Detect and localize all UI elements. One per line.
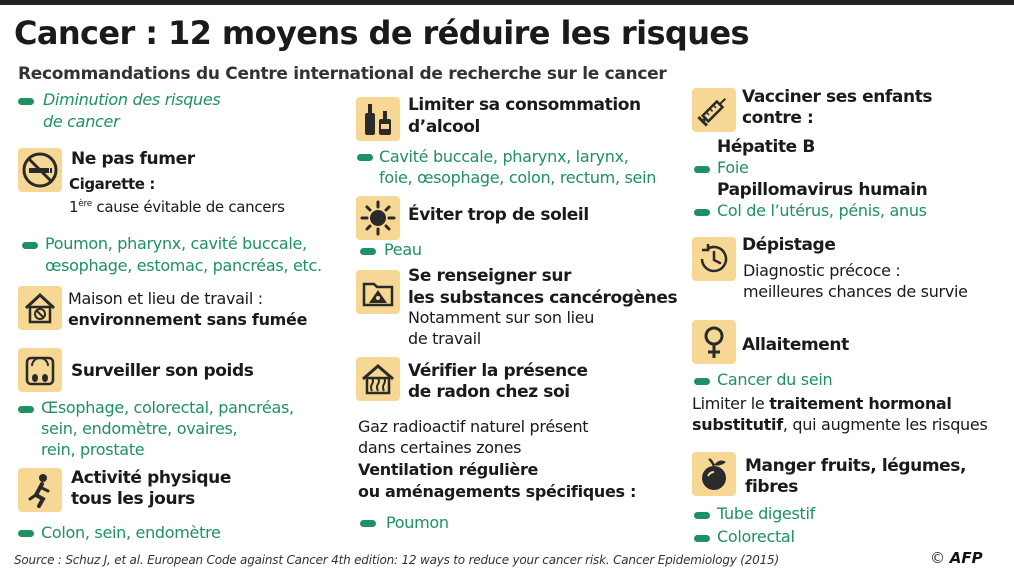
smoke-free-house-icon bbox=[18, 286, 62, 330]
source-note: Source : Schuz J, et al. European Code against Cancer 4th edition: 12 ways to reduce your cancer risk. Cancer Epidemiology (2015) bbox=[14, 553, 779, 567]
breastfeeding-note-2: substitutif, qui augmente les risques bbox=[692, 415, 988, 434]
risk-dash bbox=[360, 248, 376, 255]
clock-icon bbox=[692, 237, 736, 281]
smokefree-line-2: environnement sans fumée bbox=[68, 310, 308, 329]
radon-heading-2: de radon chez soi bbox=[408, 382, 570, 402]
carcino-heading-1: Se renseigner sur bbox=[408, 266, 572, 286]
radon-note-2: dans certaines zones bbox=[358, 438, 522, 457]
vaccine-hpv: Papillomavirus humain bbox=[717, 180, 928, 200]
page-title: Cancer : 12 moyens de réduire les risques bbox=[14, 14, 749, 52]
radon-bold-2: ou aménagements spécifiques : bbox=[358, 482, 637, 501]
risk-dash bbox=[18, 530, 34, 537]
breastfeeding-note-1: Limiter le traitement hormonal bbox=[692, 394, 952, 413]
activity-risk-1: Colon, sein, endomètre bbox=[41, 523, 221, 542]
vaccine-heading-1: Vacciner ses enfants bbox=[742, 87, 933, 107]
risk-dash bbox=[22, 242, 38, 249]
carcino-note-1: Notamment sur son lieu bbox=[408, 308, 595, 327]
risk-dash bbox=[694, 166, 710, 173]
vaccine-risk-2: Col de l’utérus, pénis, anus bbox=[717, 201, 927, 220]
no-smoking-icon bbox=[18, 148, 62, 192]
radon-heading-1: Vérifier la présence bbox=[408, 361, 588, 381]
tobacco-risk-1: Poumon, pharynx, cavité buccale, bbox=[45, 234, 307, 253]
afp-logo: AFP bbox=[949, 549, 983, 567]
risk-dash bbox=[694, 209, 710, 216]
risk-dash bbox=[360, 520, 376, 527]
risk-dash bbox=[18, 406, 34, 413]
alcohol-risk-1: Cavité buccale, pharynx, larynx, bbox=[379, 147, 629, 166]
copyright-symbol: © bbox=[930, 549, 945, 567]
diet-risk-1: Tube digestif bbox=[717, 504, 815, 523]
weight-heading: Surveiller son poids bbox=[71, 361, 254, 381]
fruit-icon bbox=[692, 452, 736, 496]
weight-risk-2: sein, endomètre, ovaires, bbox=[41, 419, 238, 438]
female-symbol-icon bbox=[692, 320, 736, 364]
bottles-icon bbox=[356, 97, 400, 141]
page-subtitle: Recommandations du Centre international de recherche sur le cancer bbox=[18, 64, 667, 84]
radon-house-icon bbox=[356, 357, 400, 401]
top-rule bbox=[0, 0, 1014, 5]
tobacco-risk-2: œsophage, estomac, pancréas, etc. bbox=[45, 256, 322, 275]
scale-icon bbox=[18, 348, 62, 392]
diet-heading-1: Manger fruits, légumes, bbox=[745, 456, 967, 476]
vaccine-hepatitis: Hépatite B bbox=[717, 137, 815, 157]
tobacco-heading: Ne pas fumer bbox=[71, 149, 195, 169]
risk-dash bbox=[694, 378, 710, 385]
diet-risk-2: Colorectal bbox=[717, 527, 795, 546]
cigarette-label: Cigarette : bbox=[69, 175, 155, 193]
activity-heading-2: tous les jours bbox=[71, 489, 195, 509]
carcino-note-2: de travail bbox=[408, 329, 481, 348]
vaccine-risk-1: Foie bbox=[717, 158, 749, 177]
alcohol-risk-2: foie, œsophage, colon, rectum, sein bbox=[379, 168, 657, 187]
legend-line-1: Diminution des risques bbox=[43, 90, 221, 109]
sun-icon bbox=[356, 196, 400, 240]
alcohol-heading-1: Limiter sa consommation bbox=[408, 95, 641, 115]
screening-note-1: Diagnostic précoce : bbox=[743, 261, 901, 280]
activity-heading-1: Activité physique bbox=[71, 468, 231, 488]
risk-dash bbox=[694, 512, 710, 519]
runner-icon bbox=[18, 468, 62, 512]
syringe-icon bbox=[692, 88, 736, 132]
weight-risk-1: Œsophage, colorectal, pancréas, bbox=[41, 398, 294, 417]
sun-risk-1: Peau bbox=[384, 240, 422, 259]
weight-risk-3: rein, prostate bbox=[41, 440, 145, 459]
screening-heading: Dépistage bbox=[742, 235, 836, 255]
legend-line-2: de cancer bbox=[43, 112, 120, 131]
sun-heading: Éviter trop de soleil bbox=[408, 205, 589, 225]
vaccine-heading-2: contre : bbox=[742, 108, 814, 128]
legend-dash bbox=[18, 98, 34, 105]
hazard-folder-icon bbox=[356, 270, 400, 314]
risk-dash bbox=[357, 154, 373, 161]
radon-bold-1: Ventilation régulière bbox=[358, 460, 539, 479]
radon-risk-1: Poumon bbox=[386, 513, 449, 532]
smokefree-line-1: Maison et lieu de travail : bbox=[68, 289, 263, 308]
alcohol-heading-2: d’alcool bbox=[408, 117, 480, 137]
diet-heading-2: fibres bbox=[745, 477, 799, 497]
risk-dash bbox=[694, 535, 710, 542]
screening-note-2: meilleures chances de survie bbox=[743, 282, 968, 301]
radon-note-1: Gaz radioactif naturel présent bbox=[358, 417, 589, 436]
breastfeeding-risk-1: Cancer du sein bbox=[717, 370, 833, 389]
breastfeeding-heading: Allaitement bbox=[742, 335, 849, 355]
carcino-heading-2: les substances cancérogènes bbox=[408, 288, 678, 308]
tobacco-note: 1ère cause évitable de cancers bbox=[69, 198, 285, 216]
credit bbox=[930, 549, 983, 567]
